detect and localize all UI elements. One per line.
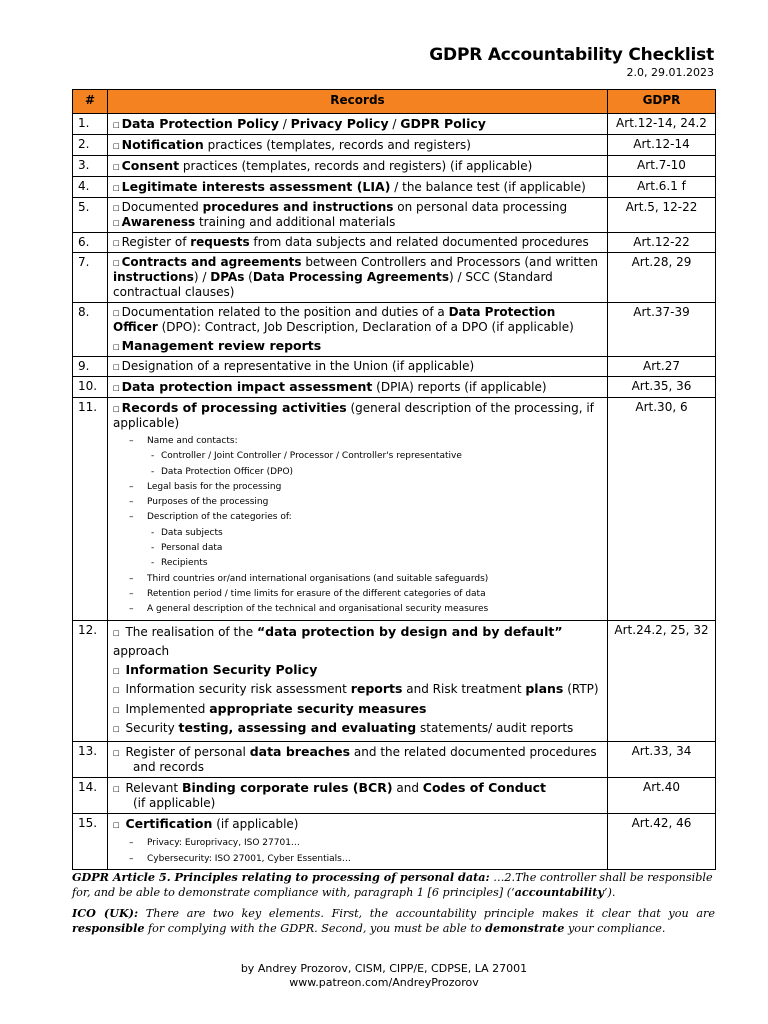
row-records: ☐ Notification practices (templates, records and registers) — [108, 135, 608, 156]
row-gdpr-article: Art.12-14 — [608, 135, 716, 156]
row-gdpr-article: Art.24.2, 25, 32 — [608, 620, 716, 741]
table-row — [73, 253, 716, 303]
checkbox-icon: ☐ — [113, 201, 120, 214]
row-number: 6. — [73, 233, 108, 253]
list-item: – Legal basis for the processing — [113, 480, 602, 495]
page-title: GDPR Accountability Checklist — [429, 45, 714, 65]
row-gdpr-article: Art.33, 34 — [608, 741, 716, 777]
checkbox-icon: ☐ — [113, 139, 120, 152]
list-item: – Cybersecurity: ISO 27001, Cyber Essentials… — [113, 851, 602, 867]
row-records: ☐ Documentation related to the position and duties of a Data Protection Officer (DPO): Contract, Job Description, Declaration of a DPO (if applicable) ☐ Management review reports — [108, 303, 608, 357]
row-number: 10. — [73, 377, 108, 398]
list-item: – Privacy: Europrivacy, ISO 27701… — [113, 835, 602, 851]
row-number: 7. — [73, 253, 108, 303]
row-gdpr-article: Art.30, 6 — [608, 398, 716, 621]
list-item: - Personal data — [113, 541, 602, 556]
checkbox-icon: ☐ — [113, 702, 120, 716]
checkbox-icon: ☐ — [113, 625, 120, 639]
table-row — [73, 398, 716, 621]
row-number: 4. — [73, 177, 108, 198]
row-number: 3. — [73, 156, 108, 177]
table-row — [73, 135, 716, 156]
author-url[interactable]: www.patreon.com/AndreyProzorov — [289, 976, 479, 989]
row-number: 9. — [73, 357, 108, 377]
column-header-records: Records — [108, 90, 608, 114]
row-records: ☐ Data Protection Policy / Privacy Policy / GDPR Policy — [108, 114, 608, 135]
row-gdpr-article: Art.12-22 — [608, 233, 716, 253]
checkbox-icon: ☐ — [113, 236, 120, 249]
row-gdpr-article: Art.28, 29 — [608, 253, 716, 303]
row-number: 13. — [73, 741, 108, 777]
table-row — [73, 233, 716, 253]
list-item: - Controller / Joint Controller / Processor / Controller's representative — [113, 449, 602, 464]
table-row — [73, 156, 716, 177]
row-records: ☐ Consent practices (templates, records and registers) (if applicable) — [108, 156, 608, 177]
row-number: 11. — [73, 398, 108, 621]
ico-note: ICO (UK): There are two key elements. First, the accountability principle makes it clear that you are responsible for complying with the GDPR. Second, you must be able to demonstrate your compliance. — [72, 906, 715, 935]
list-item: - Data Protection Officer (DPO) — [113, 465, 602, 480]
table-row — [73, 303, 716, 357]
checkbox-icon: ☐ — [113, 745, 120, 759]
checkbox-icon: ☐ — [113, 402, 120, 415]
table-row — [73, 114, 716, 135]
row-gdpr-article: Art.35, 36 — [608, 377, 716, 398]
list-item: – A general description of the technical and organisational security measures — [113, 602, 602, 617]
checkbox-icon: ☐ — [113, 817, 120, 831]
row-gdpr-article: Art.42, 46 — [608, 813, 716, 869]
row-gdpr-article: Art.5, 12-22 — [608, 198, 716, 233]
table-row — [73, 357, 716, 377]
column-header-num: # — [73, 90, 108, 114]
row-gdpr-article: Art.37-39 — [608, 303, 716, 357]
version-date: 2.0, 29.01.2023 — [626, 66, 714, 79]
list-item: – Third countries or/and international organisations (and suitable safeguards) — [113, 572, 602, 587]
row-gdpr-article: Art.12-14, 24.2 — [608, 114, 716, 135]
table-header-row — [73, 90, 716, 114]
row-records: ☐ Documented procedures and instructions on personal data processing ☐ Awareness training and additional materials — [108, 198, 608, 233]
list-item: – Description of the categories of: — [113, 510, 602, 525]
footer-notes — [72, 870, 715, 942]
checkbox-icon: ☐ — [113, 340, 120, 353]
checkbox-icon: ☐ — [113, 781, 120, 795]
list-item: – Retention period / time limits for erasure of the different categories of data — [113, 587, 602, 602]
row-number: 14. — [73, 777, 108, 813]
row-number: 1. — [73, 114, 108, 135]
checkbox-icon: ☐ — [113, 663, 120, 677]
row-records: ☐ Contracts and agreements between Controllers and Processors (and written instructions) / DPAs (Data Processing Agreements) / SCC (Standard contractual clauses) — [108, 253, 608, 303]
checkbox-icon: ☐ — [113, 722, 120, 736]
author-name: by Andrey Prozorov, CISM, CIPP/E, CDPSE, LA 27001 — [240, 962, 528, 975]
row-records: ☐ Relevant Binding corporate rules (BCR) and Codes of Conduct (if applicable) — [108, 777, 608, 813]
list-item: - Recipients — [113, 556, 602, 571]
checklist-table — [72, 89, 716, 870]
checkbox-icon: ☐ — [113, 306, 120, 319]
row-number: 15. — [73, 813, 108, 869]
row-records: ☐ Certification (if applicable) – Privacy: Europrivacy, ISO 27701… – Cybersecurity: ISO 27001, Cyber Essentials… — [108, 813, 608, 869]
row-records: ☐ Records of processing activities (general description of the processing, if applicable) – Name and contacts: - Controller / Joint Controller / Processor / Controller's representative - Data Protection Officer (DPO) – Legal basis for the processing – Purposes of the processing – Description of the categories of: - Data subjects - Personal data - Recipients – Third countries or/and international organisations (and suitable safeguards) – Retention period / time limits for erasure of the different categories of data – A general description of the technical and organisational security measures — [108, 398, 608, 621]
table-row — [73, 741, 716, 777]
row-gdpr-article: Art.7-10 — [608, 156, 716, 177]
row-gdpr-article: Art.27 — [608, 357, 716, 377]
checkbox-icon: ☐ — [113, 160, 120, 173]
row-number: 12. — [73, 620, 108, 741]
gdpr-article-note: GDPR Article 5. Principles relating to processing of personal data: …2.The controller shall be responsible for, and be able to demonstrate compliance with, paragraph 1 [6 principles] (‘accountability’). — [72, 870, 713, 899]
checkbox-icon: ☐ — [113, 381, 120, 394]
row-records: ☐ Register of requests from data subjects and related documented procedures — [108, 233, 608, 253]
row-number: 8. — [73, 303, 108, 357]
row-number: 2. — [73, 135, 108, 156]
row-records: ☐ Register of personal data breaches and the related documented procedures and records — [108, 741, 608, 777]
table-row — [73, 177, 716, 198]
row-number: 5. — [73, 198, 108, 233]
checkbox-icon: ☐ — [113, 181, 120, 194]
table-row — [73, 198, 716, 233]
checkbox-icon: ☐ — [113, 683, 120, 697]
list-item: – Purposes of the processing — [113, 495, 602, 510]
column-header-gdpr: GDPR — [608, 90, 716, 114]
row-records: ☐ Data protection impact assessment (DPIA) reports (if applicable) — [108, 377, 608, 398]
sub-list — [113, 835, 602, 867]
author-credit — [0, 962, 768, 990]
checkbox-icon: ☐ — [113, 118, 120, 131]
checkbox-icon: ☐ — [113, 256, 120, 269]
checkbox-icon: ☐ — [113, 216, 120, 229]
table-row — [73, 620, 716, 741]
row-gdpr-article: Art.40 — [608, 777, 716, 813]
row-records: ☐ The realisation of the “data protection by design and by default” approach ☐ Information Security Policy ☐ Information security risk assessment reports and Risk treatment plans (RTP) ☐ Implemented appropriate security measures ☐ Security testing, assessing and evaluating statements/ audit reports — [108, 620, 608, 741]
table-row — [73, 377, 716, 398]
sub-list — [113, 434, 602, 618]
checkbox-icon: ☐ — [113, 360, 120, 373]
list-item: – Name and contacts: — [113, 434, 602, 449]
row-gdpr-article: Art.6.1 f — [608, 177, 716, 198]
row-records: ☐ Legitimate interests assessment (LIA) / the balance test (if applicable) — [108, 177, 608, 198]
table-row — [73, 813, 716, 869]
row-records: ☐ Designation of a representative in the Union (if applicable) — [108, 357, 608, 377]
list-item: - Data subjects — [113, 526, 602, 541]
table-row — [73, 777, 716, 813]
